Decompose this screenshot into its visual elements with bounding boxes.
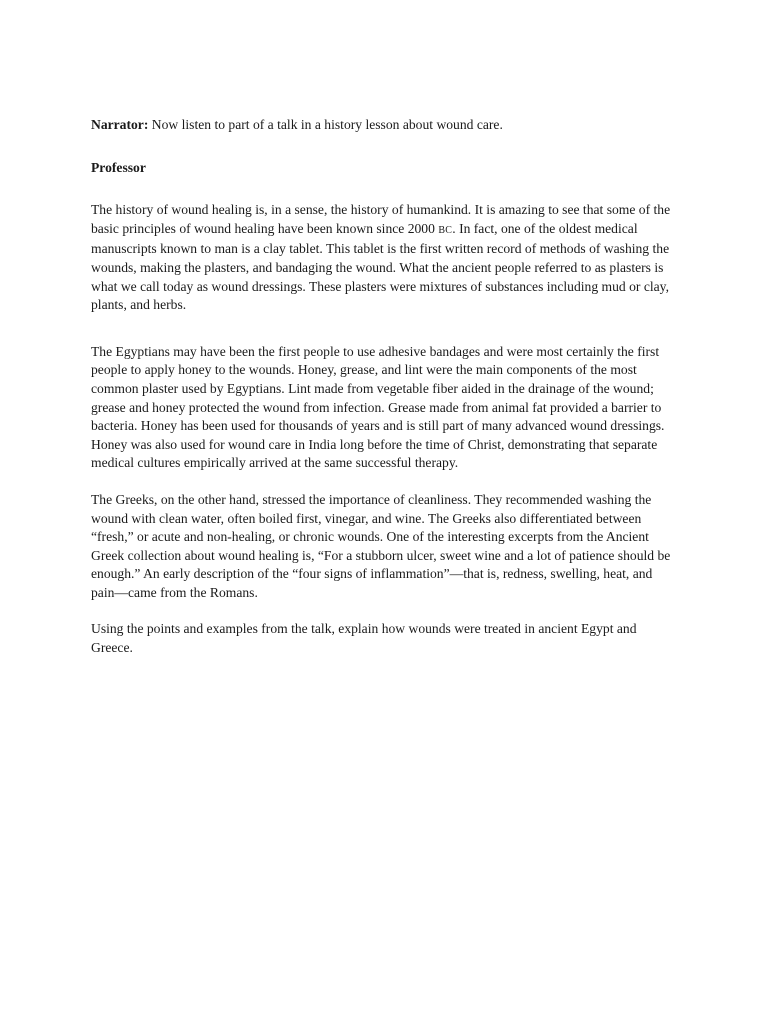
paragraph-wound-history-part-b: . In fact, one of the oldest medical manuscripts known to man is a clay tablet. This tablet is the first written record of methods of washing the wounds, making the plasters, and bandaging the wound. What the ancient people referred to as plasters is what we call today as wound dressings. These plasters were mixtures of substances including mud or clay, plants, and herbs.	[91, 220, 670, 313]
question-prompt: Using the points and examples from the talk, explain how wounds were treated in ancient Egypt and Greece.	[91, 621, 637, 656]
professor-heading: Professor	[91, 159, 146, 175]
bc-abbreviation: BC	[438, 224, 453, 236]
narrator-text: Now listen to part of a talk in a history lesson about wound care.	[148, 117, 503, 132]
paragraph-wound-history	[91, 201, 675, 315]
document-page	[91, 116, 675, 658]
paragraph-wound-history-part-a: The history of wound healing is, in a sense, the history of humankind. It is amazing to see that some of the basic principles of wound healing have been known since 2000	[91, 202, 671, 236]
paragraph-egyptians: The Egyptians may have been the first people to use adhesive bandages and were most certainly the first people to apply honey to the wounds. Honey, grease, and lint were the main components of the most common plaster used by Egyptians. Lint made from vegetable fiber aided in the drainage of the wound; grease and honey protected the wound from infection. Grease made from animal fat provided a barrier to bacteria. Honey has been used for thousands of years and is still part of many advanced wound dressings. Honey was also used for wound care in India long before the time of Christ, demonstrating that separate medical cultures empirically arrived at the same successful therapy.	[91, 343, 665, 471]
narrator-label: Narrator:	[91, 117, 149, 132]
narrator-line	[91, 116, 675, 135]
paragraph-greeks: The Greeks, on the other hand, stressed the importance of cleanliness. They recommended washing the wound with clean water, often boiled first, vinegar, and wine. The Greeks also differentiated between “fresh,” or acute and non-healing, or chronic wounds. One of the interesting excerpts from the Ancient Greek collection about wound healing is, “For a stubborn ulcer, sweet wine and a lot of patience should be enough.” An early description of the “four signs of inflammation”—that is, redness, swelling, heat, and pain—came from the Romans.	[91, 491, 671, 600]
